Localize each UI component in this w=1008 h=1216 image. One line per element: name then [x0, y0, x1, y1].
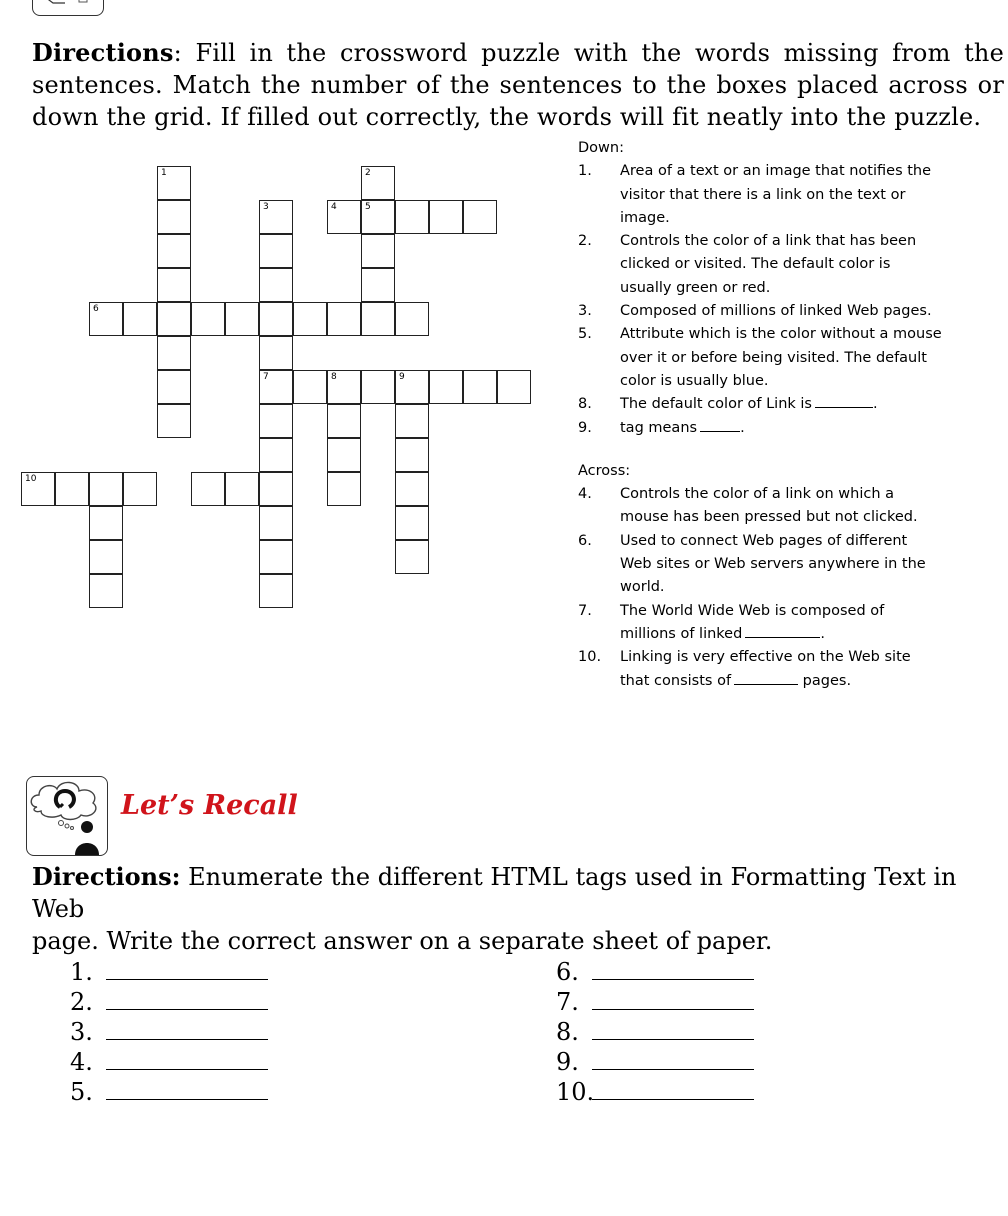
crossword-cell — [259, 404, 293, 438]
answer-line[interactable] — [106, 1047, 268, 1070]
directions-label: Directions — [32, 38, 174, 67]
clue-line: Area of a text or an image that notifies the — [620, 163, 932, 180]
crossword-cell — [429, 370, 463, 404]
crossword-cell — [123, 302, 157, 336]
crossword-cell — [89, 472, 123, 506]
cell-number: 1 — [161, 168, 167, 178]
recall-directions-text: page. Write the correct answer on a separate sheet of paper. — [32, 927, 773, 955]
clue-text — [620, 323, 998, 393]
clue-line: visitor that there is a link on the text or — [620, 186, 906, 203]
clue-number: 7. — [578, 602, 592, 619]
crossword-directions — [32, 37, 1004, 133]
crossword-cell — [157, 336, 191, 370]
answer-number: 3. — [70, 1018, 93, 1046]
clue-text — [620, 646, 998, 693]
clues-panel — [578, 137, 998, 693]
clue-number: 1. — [578, 163, 592, 180]
crossword-cell — [395, 200, 429, 234]
clue-item — [578, 530, 998, 600]
cell-number: 9 — [399, 372, 405, 382]
crossword-cell — [361, 234, 395, 268]
crossword-cell — [361, 302, 395, 336]
crossword-cell — [497, 370, 531, 404]
clue-item — [578, 600, 998, 647]
answer-row — [556, 957, 754, 987]
clue-number: 9. — [578, 419, 592, 436]
answer-blank[interactable] — [734, 670, 798, 685]
directions-text: sentences. Match the number of the sentences to the boxes placed across or — [32, 71, 1004, 99]
clue-text — [620, 600, 998, 647]
crossword-cell — [259, 370, 293, 404]
recall-directions-text: Enumerate the different HTML tags used in Formatting Text in Web — [32, 863, 957, 923]
crossword-cell — [395, 506, 429, 540]
crossword-cell — [327, 370, 361, 404]
answer-list-right — [556, 957, 754, 1107]
clue-text — [620, 160, 998, 230]
crossword-cell — [259, 234, 293, 268]
clue-line: Controls the color of a link that has been — [620, 233, 917, 250]
crossword-cell — [395, 438, 429, 472]
answer-row — [70, 1017, 268, 1047]
crossword-cell — [259, 506, 293, 540]
cell-number: 5 — [365, 202, 371, 212]
clue-text — [620, 483, 998, 530]
answer-line[interactable] — [106, 1017, 268, 1040]
clue-text — [620, 530, 998, 600]
crossword-cell — [259, 438, 293, 472]
crossword-cell — [157, 234, 191, 268]
clue-number: 6. — [578, 532, 592, 549]
crossword-cell — [89, 540, 123, 574]
crossword-cell — [395, 302, 429, 336]
crossword-cell — [327, 200, 361, 234]
crossword-cell — [157, 302, 191, 336]
crossword-cell — [259, 268, 293, 302]
crossword-cell — [395, 370, 429, 404]
answer-list-left — [70, 957, 268, 1107]
answer-blank[interactable] — [815, 393, 873, 408]
down-heading: Down: — [578, 140, 624, 156]
answer-number: 1. — [70, 958, 93, 986]
clue-line: Controls the color of a link on which a — [620, 486, 895, 503]
across-clues — [578, 483, 998, 693]
crossword-cell — [429, 200, 463, 234]
crossword-cell — [259, 302, 293, 336]
clue-suffix: . — [820, 625, 825, 642]
cell-number: 7 — [263, 372, 269, 382]
crossword-cell — [157, 404, 191, 438]
cell-number: 6 — [93, 304, 99, 314]
crossword-cell — [395, 540, 429, 574]
clue-item — [578, 230, 998, 300]
answer-number: 4. — [70, 1048, 93, 1076]
clue-line: Composed of millions of linked Web pages. — [620, 303, 932, 320]
clue-line: image. — [620, 209, 670, 226]
clue-number: 4. — [578, 486, 592, 503]
answer-number: 9. — [556, 1048, 579, 1076]
cell-number: 10 — [25, 474, 37, 484]
answer-line[interactable] — [106, 1077, 268, 1100]
cell-number: 2 — [365, 168, 371, 178]
crossword-cell — [123, 472, 157, 506]
clue-item — [578, 323, 998, 393]
clue-text — [620, 230, 998, 300]
crossword-cell — [293, 370, 327, 404]
crossword-cell — [463, 370, 497, 404]
thinking-person-icon — [26, 776, 108, 856]
crossword-cell — [293, 302, 327, 336]
cell-number: 8 — [331, 372, 337, 382]
crossword-cell — [395, 404, 429, 438]
crossword-cell — [157, 268, 191, 302]
answer-row — [556, 1017, 754, 1047]
crossword-cell — [191, 472, 225, 506]
crossword-cell — [259, 200, 293, 234]
clue-suffix: pages. — [798, 672, 852, 689]
clue-line: millions of linked — [620, 625, 743, 642]
answer-row — [556, 1047, 754, 1077]
directions-text: down the grid. If filled out correctly, the words will fit neatly into the puzzle. — [32, 103, 982, 131]
answer-line[interactable] — [592, 1077, 754, 1100]
clue-number: 8. — [578, 396, 592, 413]
clue-line: mouse has been pressed but not clicked. — [620, 509, 918, 526]
crossword-cell — [259, 574, 293, 608]
crossword-cell — [259, 336, 293, 370]
clue-line: usually green or red. — [620, 279, 771, 296]
clue-line: clicked or visited. The default color is — [620, 256, 891, 273]
answer-row — [70, 1077, 268, 1107]
crossword-cell — [89, 574, 123, 608]
answer-row — [556, 987, 754, 1017]
crossword-cell — [327, 438, 361, 472]
answer-line[interactable] — [106, 957, 268, 980]
answer-blank[interactable] — [745, 623, 820, 638]
answer-number: 8. — [556, 1018, 579, 1046]
cell-number: 4 — [331, 202, 337, 212]
answer-line[interactable] — [592, 957, 754, 980]
answer-row — [556, 1077, 754, 1107]
crossword-cell — [361, 200, 395, 234]
clue-number: 5. — [578, 326, 592, 343]
directions-text: : Fill in the crossword puzzle with the words missing from the — [173, 39, 1004, 67]
clue-line: The default color of Link is — [620, 396, 812, 413]
clue-number: 3. — [578, 303, 592, 320]
clue-line: that consists of — [620, 672, 732, 689]
top-section-icon — [32, 0, 104, 16]
crossword-cell — [327, 404, 361, 438]
answer-blank[interactable] — [700, 417, 740, 432]
clue-line: world. — [620, 579, 665, 596]
cell-number: 3 — [263, 202, 269, 212]
crossword-cell — [157, 370, 191, 404]
crossword-cell — [259, 472, 293, 506]
crossword-cell — [157, 166, 191, 200]
clue-line: The World Wide Web is composed of — [620, 602, 885, 619]
answer-row — [70, 957, 268, 987]
crossword-cell — [225, 302, 259, 336]
crossword-cell — [55, 472, 89, 506]
answer-row — [70, 987, 268, 1017]
crossword-cell — [225, 472, 259, 506]
answer-line[interactable] — [592, 987, 754, 1010]
crossword-cell — [361, 370, 395, 404]
clue-line: Web sites or Web servers anywhere in the — [620, 556, 926, 573]
crossword-cell — [21, 472, 55, 506]
clue-item — [578, 393, 998, 416]
clue-line: Used to connect Web pages of different — [620, 532, 908, 549]
crossword-cell — [463, 200, 497, 234]
answer-line[interactable] — [106, 987, 268, 1010]
clue-number: 2. — [578, 233, 592, 250]
clue-line: over it or before being visited. The default — [620, 349, 927, 366]
clue-line: Attribute which is the color without a mouse — [620, 326, 942, 343]
crossword-cell — [361, 166, 395, 200]
clue-line: color is usually blue. — [620, 372, 769, 389]
crossword-cell — [395, 472, 429, 506]
crossword-cell — [89, 506, 123, 540]
clue-line: Linking is very effective on the Web site — [620, 649, 911, 666]
answer-row — [70, 1047, 268, 1077]
clue-item — [578, 160, 998, 230]
clue-text — [620, 417, 998, 440]
answer-number: 10. — [556, 1078, 595, 1106]
answer-number: 6. — [556, 958, 579, 986]
answer-number: 2. — [70, 988, 93, 1016]
clue-suffix: . — [740, 419, 745, 436]
clue-number: 10. — [578, 649, 602, 666]
answer-number: 7. — [556, 988, 579, 1016]
across-heading: Across: — [578, 462, 631, 479]
recall-directions — [32, 861, 1004, 957]
clue-line: tag means — [620, 419, 698, 436]
crossword-cell — [259, 540, 293, 574]
clue-text — [620, 300, 998, 323]
answer-line[interactable] — [592, 1017, 754, 1040]
crossword-cell — [327, 472, 361, 506]
clue-text — [620, 393, 998, 416]
clue-suffix: . — [873, 396, 878, 413]
crossword-cell — [157, 200, 191, 234]
crossword-cell — [89, 302, 123, 336]
crossword-cell — [191, 302, 225, 336]
down-clues — [578, 160, 998, 440]
clue-item — [578, 417, 998, 440]
crossword-cell — [361, 268, 395, 302]
recall-directions-label: Directions: — [32, 862, 181, 891]
crossword-cell — [327, 302, 361, 336]
answer-line[interactable] — [592, 1047, 754, 1070]
clue-item — [578, 646, 998, 693]
lets-recall-title: Let’s Recall — [121, 790, 298, 821]
clue-item — [578, 483, 998, 530]
clue-item — [578, 300, 998, 323]
answer-number: 5. — [70, 1078, 93, 1106]
